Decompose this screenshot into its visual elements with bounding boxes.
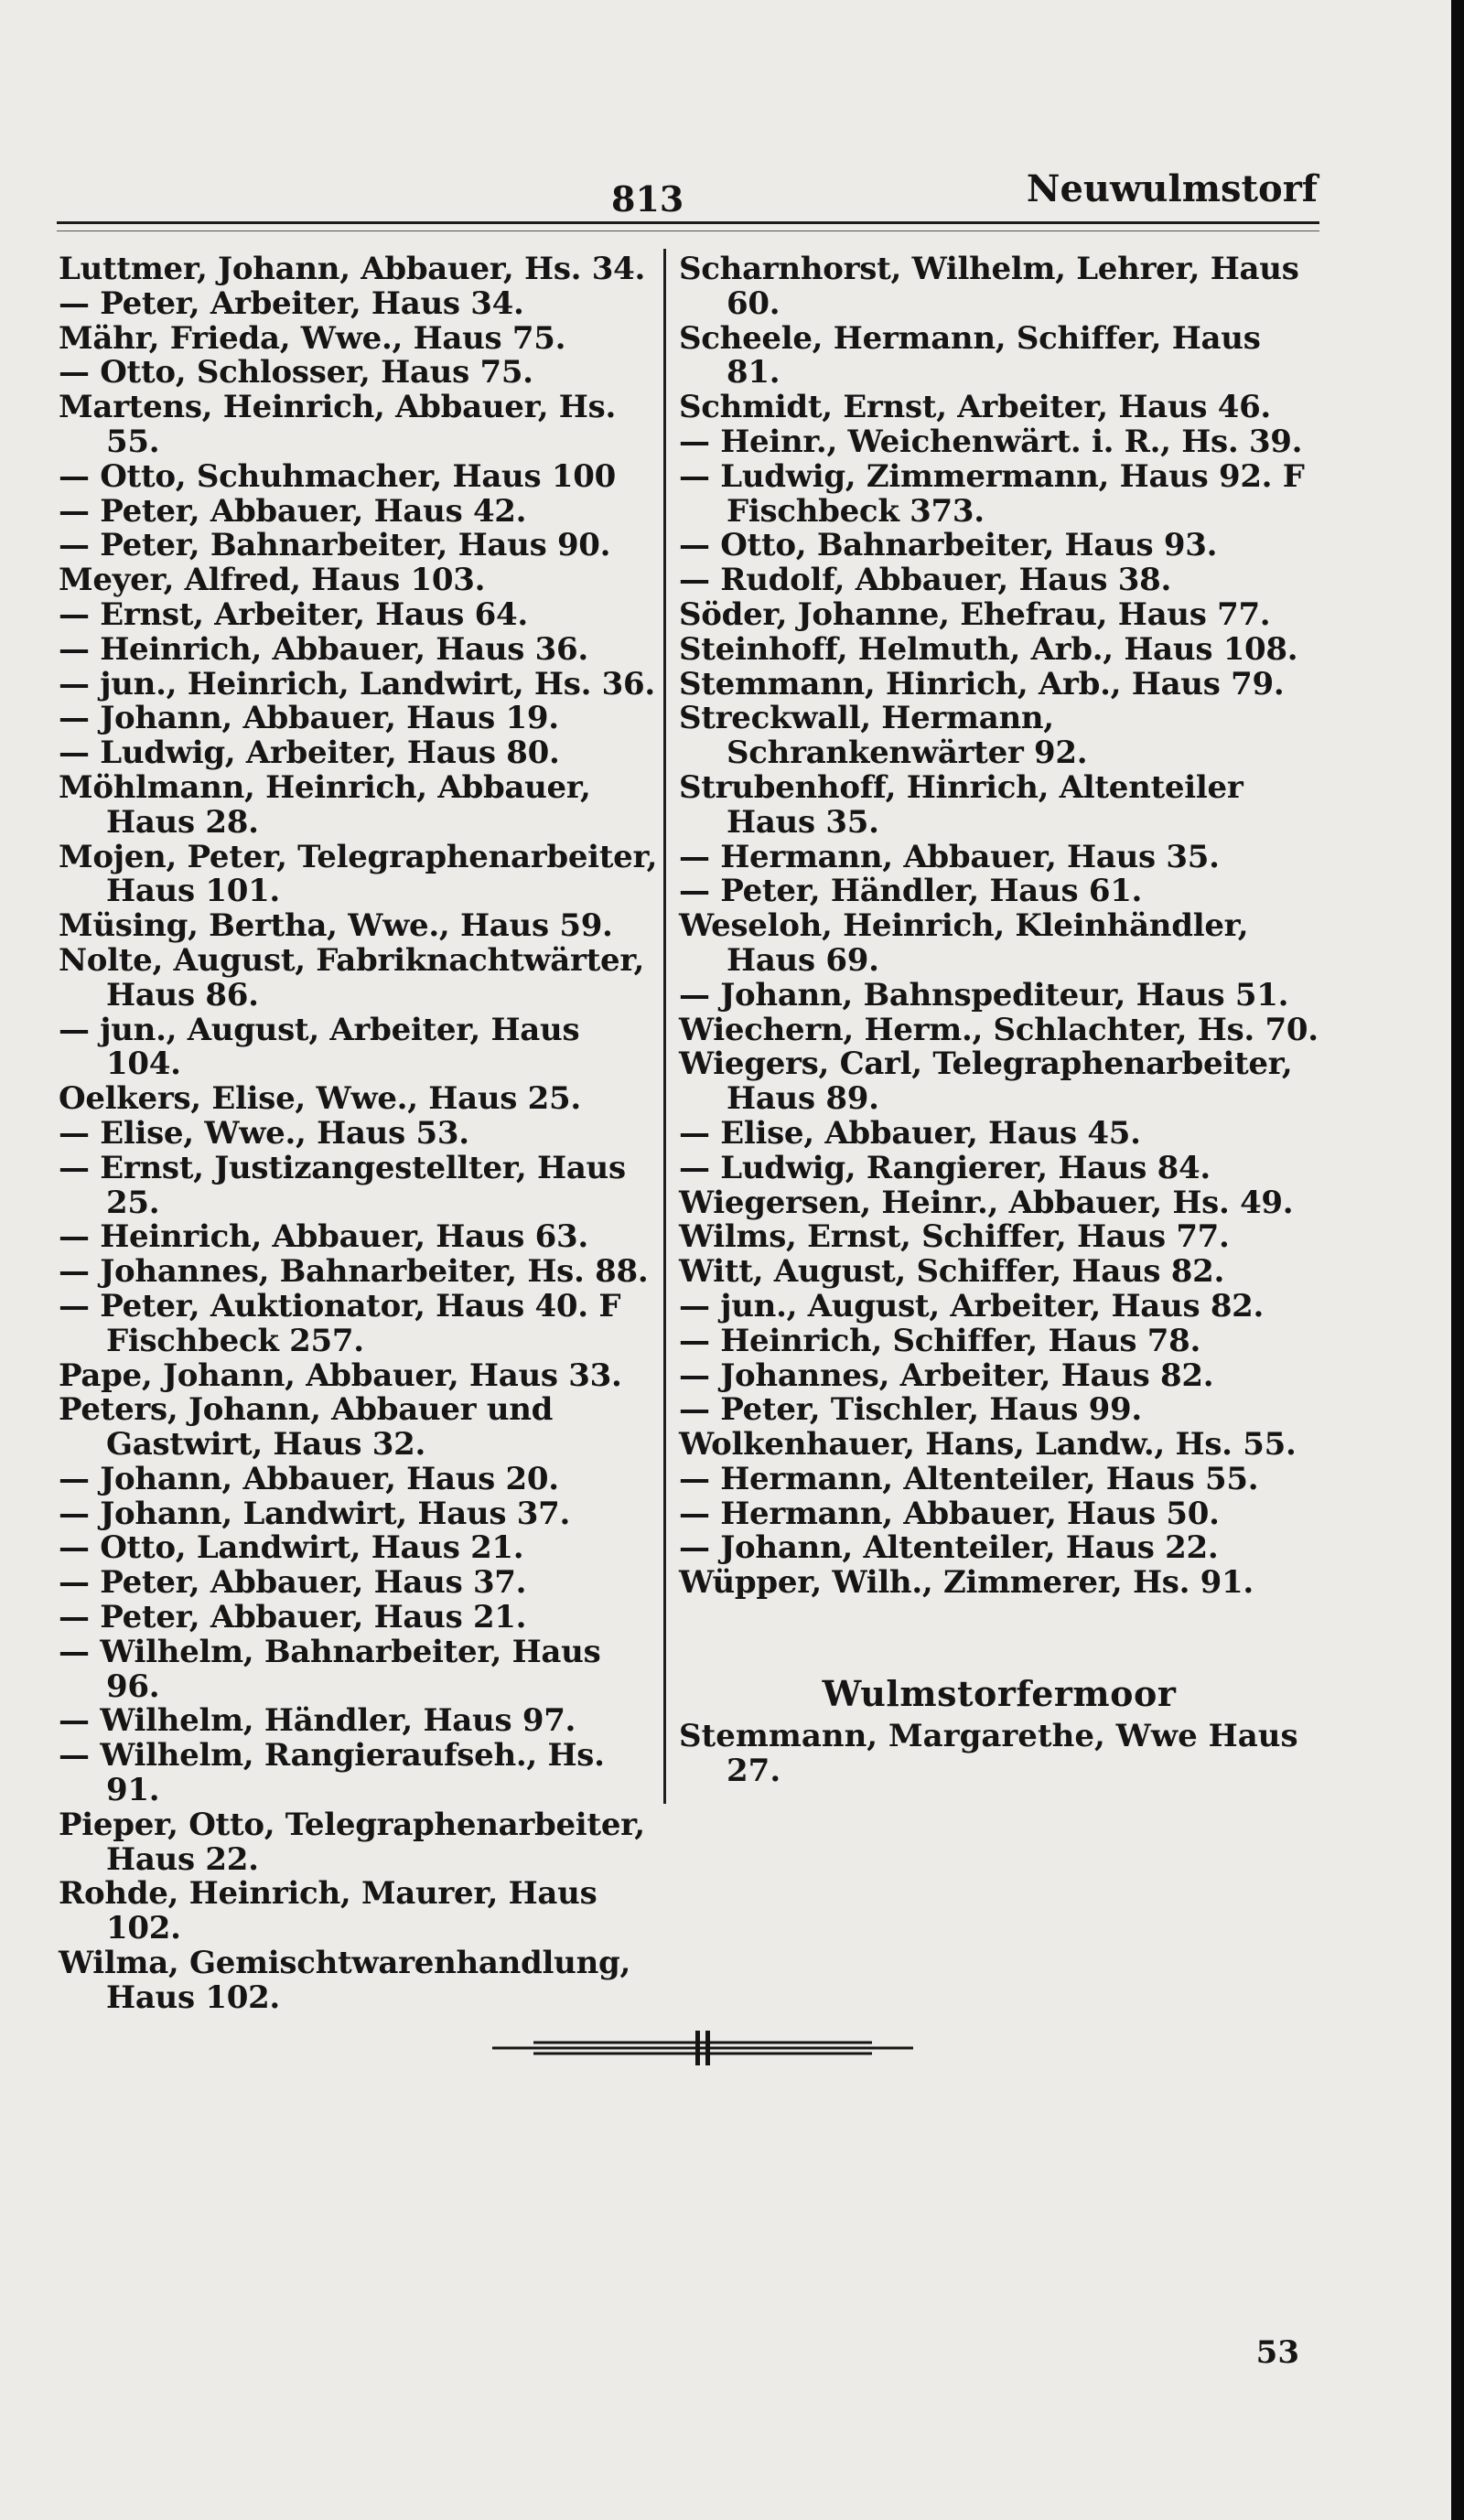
directory-entry: Wolkenhauer, Hans, Landw., Hs. 55. — [679, 1426, 1297, 1464]
directory-entry: Nolte, August, Fabriknachtwärter, Haus 86. — [59, 941, 645, 1013]
directory-entry: — jun., August, Arbeiter, Haus 82. — [679, 1287, 1265, 1324]
directory-entry: Stemmann, Hinrich, Arb., Haus 79. — [679, 665, 1285, 702]
directory-entry: — Elise, Wwe., Haus 53. — [59, 1114, 469, 1152]
directory-entry: — Hermann, Abbauer, Haus 50. — [679, 1495, 1220, 1532]
directory-entry: Wilms, Ernst, Schiffer, Haus 77. — [679, 1218, 1230, 1256]
directory-entry: Meyer, Alfred, Haus 103. — [59, 562, 486, 599]
directory-entry: — Johann, Landwirt, Haus 37. — [59, 1495, 570, 1532]
directory-entry: — Peter, Arbeiter, Haus 34. — [59, 284, 524, 322]
header-rule — [57, 221, 1319, 224]
directory-entry: Müsing, Bertha, Wwe., Haus 59. — [59, 907, 613, 945]
directory-entry: — Peter, Bahnarbeiter, Haus 90. — [59, 527, 611, 564]
directory-entry: Mojen, Peter, Telegraphenarbeiter, Haus 101. — [59, 838, 658, 910]
directory-entry: — Peter, Abbauer, Haus 37. — [59, 1564, 527, 1602]
directory-entry: Strubenhoff, Hinrich, Altenteiler Haus 35. — [679, 768, 1243, 841]
directory-entry: Steinhoff, Helmuth, Arb., Haus 108. — [679, 630, 1298, 668]
directory-entry: — Peter, Abbauer, Haus 42. — [59, 492, 527, 530]
directory-entry: — Ernst, Justizangestellter, Haus 25. — [59, 1149, 626, 1221]
directory-entry: — Johannes, Bahnarbeiter, Hs. 88. — [59, 1253, 649, 1291]
directory-entry: — Ludwig, Arbeiter, Haus 80. — [59, 735, 560, 772]
page-number: 813 — [611, 178, 684, 220]
directory-entry: Wüpper, Wilh., Zimmerer, Hs. 91. — [679, 1564, 1254, 1602]
directory-entry: Pieper, Otto, Telegraphenarbeiter, Haus 22. — [59, 1806, 645, 1878]
directory-entry: — Ernst, Arbeiter, Haus 64. — [59, 595, 528, 633]
scan-edge — [1451, 0, 1464, 2520]
directory-entry: Wilma, Gemischtwarenhandlung, Haus 102. — [59, 1945, 630, 2016]
directory-entry: — Johannes, Arbeiter, Haus 82. — [679, 1357, 1214, 1394]
directory-entry: — Hermann, Altenteiler, Haus 55. — [679, 1460, 1259, 1497]
directory-entry: Streckwall, Hermann, Schrankenwärter 92. — [679, 700, 1088, 772]
directory-entry: — Otto, Schuhmacher, Haus 100 — [59, 457, 616, 495]
directory-entry: Oelkers, Elise, Wwe., Haus 25. — [59, 1080, 581, 1118]
directory-entry: Wiegers, Carl, Telegraphenarbeiter, Haus 89. — [679, 1046, 1293, 1118]
directory-entry: — Ludwig, Zimmermann, Haus 92. F Fischbeck 373. — [679, 457, 1305, 530]
directory-entry: Rohde, Heinrich, Maurer, Haus 102. — [59, 1875, 597, 1947]
running-head: Neuwulmstorf — [1026, 167, 1318, 210]
right-column — [679, 252, 1319, 1601]
directory-entry: Martens, Heinrich, Abbauer, Hs. 55. — [59, 389, 616, 460]
directory-entry: Scharnhorst, Wilhelm, Lehrer, Haus 60. — [679, 251, 1299, 322]
directory-entry: — Heinrich, Abbauer, Haus 63. — [59, 1218, 588, 1256]
directory-entry: — Heinrich, Abbauer, Haus 36. — [59, 630, 588, 668]
directory-entry: — Wilhelm, Bahnarbeiter, Haus 96. — [59, 1633, 601, 1705]
directory-entry: Möhlmann, Heinrich, Abbauer, Haus 28. — [59, 768, 591, 841]
directory-entry: Wiechern, Herm., Schlachter, Hs. 70. — [679, 1011, 1319, 1048]
directory-entry: Söder, Johanne, Ehefrau, Haus 77. — [679, 595, 1271, 633]
directory-entry: — jun., August, Arbeiter, Haus 104. — [59, 1011, 580, 1083]
directory-entry: — Johann, Abbauer, Haus 19. — [59, 700, 559, 737]
directory-entry: — Wilhelm, Rangieraufseh., Hs. 91. — [59, 1737, 605, 1809]
directory-entry: — Peter, Abbauer, Haus 21. — [59, 1599, 527, 1636]
directory-entry: Luttmer, Johann, Abbauer, Hs. 34. — [59, 251, 645, 287]
ornament-rule — [492, 2025, 913, 2071]
directory-entry: — jun., Heinrich, Landwirt, Hs. 36. — [59, 665, 655, 702]
directory-entry: — Hermann, Abbauer, Haus 35. — [679, 838, 1220, 875]
wulmstorfermoor-section — [679, 1672, 1319, 1789]
directory-entry: — Johann, Abbauer, Haus 20. — [59, 1460, 559, 1497]
sheet-number: 53 — [1255, 2334, 1299, 2371]
section-entry-list — [679, 1720, 1319, 1789]
directory-entry: — Peter, Tischler, Haus 99. — [679, 1391, 1142, 1429]
directory-entry: — Johann, Bahnspediteur, Haus 51. — [679, 976, 1289, 1013]
directory-entry: — Johann, Altenteiler, Haus 22. — [679, 1529, 1219, 1567]
directory-entry: Mähr, Frieda, Wwe., Haus 75. — [59, 319, 566, 357]
directory-entry: — Otto, Schlosser, Haus 75. — [59, 354, 533, 391]
directory-entry: — Otto, Landwirt, Haus 21. — [59, 1529, 524, 1567]
directory-entry: — Wilhelm, Händler, Haus 97. — [59, 1702, 576, 1740]
left-column — [59, 252, 658, 2016]
directory-entry: Schmidt, Ernst, Arbeiter, Haus 46. — [679, 389, 1271, 426]
directory-entry: Wiegersen, Heinr., Abbauer, Hs. 49. — [679, 1184, 1294, 1221]
column-divider — [663, 249, 666, 1804]
directory-entry: — Peter, Auktionator, Haus 40. F Fischbeck 257. — [59, 1287, 621, 1359]
directory-entry: Weseloh, Heinrich, Kleinhändler, Haus 69. — [679, 907, 1249, 979]
directory-entry: Witt, August, Schiffer, Haus 82. — [679, 1253, 1224, 1291]
directory-entry: — Otto, Bahnarbeiter, Haus 93. — [679, 527, 1218, 564]
directory-entry: — Peter, Händler, Haus 61. — [679, 873, 1143, 910]
directory-entry: — Elise, Abbauer, Haus 45. — [679, 1114, 1141, 1152]
directory-entry: Peters, Johann, Abbauer und Gastwirt, Haus 32. — [59, 1391, 554, 1464]
directory-entry: — Heinr., Weichenwärt. i. R., Hs. 39. — [679, 423, 1303, 460]
directory-entry: Pape, Johann, Abbauer, Haus 33. — [59, 1357, 622, 1394]
section-heading: Wulmstorfermoor — [822, 1673, 1177, 1714]
directory-entry: — Rudolf, Abbauer, Haus 38. — [679, 562, 1172, 599]
directory-entry: — Ludwig, Rangierer, Haus 84. — [679, 1149, 1211, 1186]
directory-entry: Scheele, Hermann, Schiffer, Haus 81. — [679, 319, 1261, 391]
directory-entry: — Heinrich, Schiffer, Haus 78. — [679, 1322, 1201, 1359]
directory-entry: Stemmann, Margarethe, Wwe Haus 27. — [679, 1718, 1298, 1789]
